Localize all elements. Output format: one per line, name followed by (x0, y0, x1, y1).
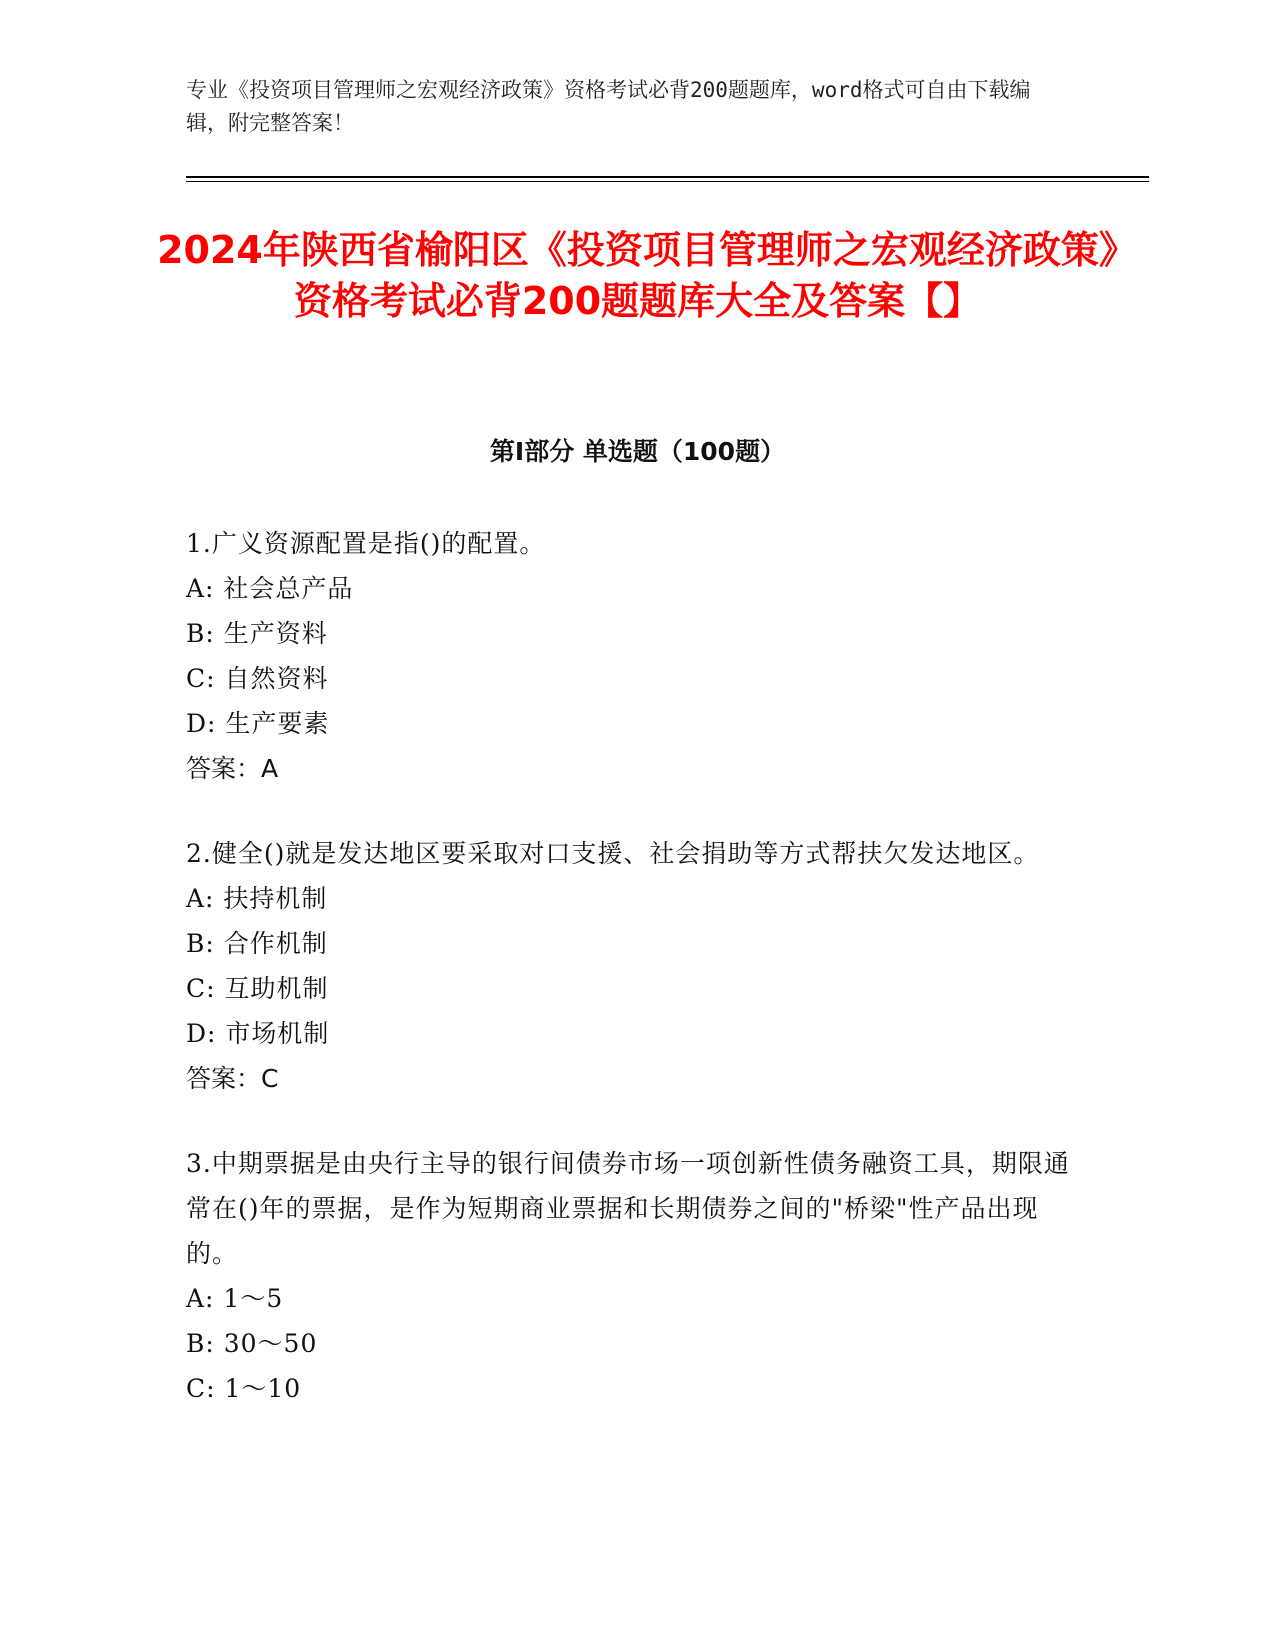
question-2 (186, 831, 1076, 1101)
answer-line: 答案：A (186, 754, 279, 783)
option-b: B: 生产资料 (186, 619, 328, 648)
header-rule-thin (186, 181, 1149, 182)
question-3 (186, 1141, 1076, 1411)
option-b: B: 30～50 (186, 1329, 318, 1358)
option-a: A: 社会总产品 (186, 574, 354, 603)
document-title: 2024年陕西省榆阳区《投资项目管理师之宏观经济政策》资格考试必背200题题库大全及答案【】 (157, 228, 1118, 323)
section-title: 第I部分 单选题（100题） (489, 437, 786, 466)
answer-line: 答案：C (186, 1064, 279, 1093)
question-list (186, 521, 1076, 1451)
option-b: B: 合作机制 (186, 929, 328, 958)
question-1 (186, 521, 1076, 791)
question-stem: 2.健全()就是发达地区要采取对口支援、社会捐助等方式帮扶欠发达地区。 (186, 839, 1040, 868)
option-c: C: 1～10 (186, 1374, 302, 1403)
option-d: D: 生产要素 (186, 709, 330, 738)
option-a: A: 1～5 (186, 1284, 284, 1313)
option-c: C: 自然资料 (186, 664, 329, 693)
question-stem: 1.广义资源配置是指()的配置。 (186, 529, 546, 558)
option-d: D: 市场机制 (186, 1019, 330, 1048)
option-a: A: 扶持机制 (186, 884, 328, 913)
question-stem: 3.中期票据是由央行主导的银行间债券市场一项创新性债务融资工具，期限通常在()年的票据，是作为短期商业票据和长期债券之间的"桥梁"性产品出现的。 (186, 1149, 1070, 1268)
header-note: 专业《投资项目管理师之宏观经济政策》资格考试必背200题题库，word格式可自由下载编辑，附完整答案！ (186, 78, 1031, 135)
header-rule-thick (186, 176, 1149, 178)
option-c: C: 互助机制 (186, 974, 329, 1003)
